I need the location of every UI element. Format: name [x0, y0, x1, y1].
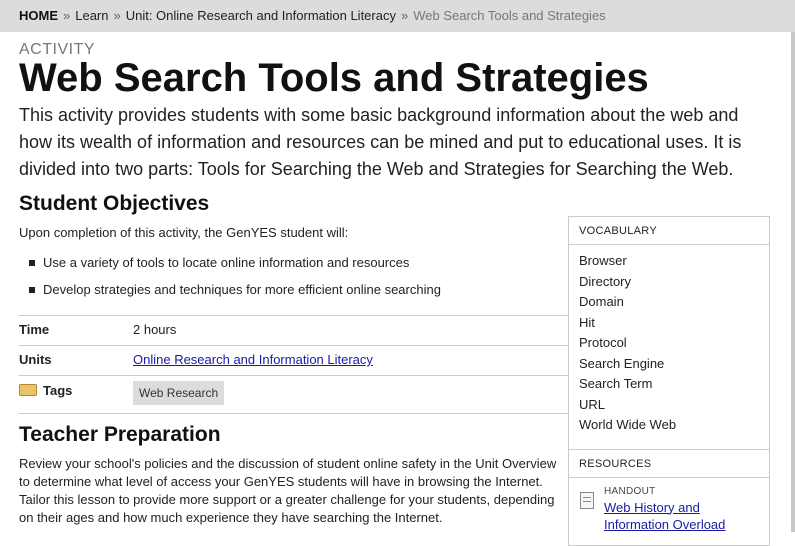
page-eyebrow: ACTIVITY: [19, 41, 96, 58]
meta-row-units: [19, 345, 568, 375]
resources-heading: RESOURCES: [569, 449, 769, 478]
teacher-prep-text: Review your school's policies and the discussion of student online safety in the Unit Overview to determine what level of access your GenYES students will have in browsing the Internet. Tailor this lesson to provide more support or a greater challenge for your students, depending on their ages and how much experience they have searching the Internet.: [19, 456, 557, 525]
tag-chip[interactable]: Web Research: [133, 381, 224, 405]
meta-row-time: [19, 315, 568, 345]
breadcrumb-home-link[interactable]: HOME: [19, 8, 58, 23]
page-intro: This activity provides students with some basic background information about the web and how its wealth of information and resources can be mined and put to educational uses. It is divided into two parts: Tools for Searching the Web and Strategies for Searching the Web.: [19, 105, 742, 179]
page-title: Web Search Tools and Strategies: [19, 56, 649, 100]
breadcrumb-unit-link[interactable]: Unit: Online Research and Information Literacy: [125, 8, 396, 23]
page-scrollbar[interactable]: [791, 32, 795, 532]
tag-icon: [19, 384, 37, 396]
units-link[interactable]: Online Research and Information Literacy: [133, 352, 373, 367]
breadcrumb-learn-link[interactable]: Learn: [75, 8, 109, 23]
vocab-item: Protocol: [579, 335, 627, 350]
objectives-heading: Student Objectives: [19, 192, 210, 215]
tags-label: Tags: [43, 383, 73, 398]
vocab-item: Directory: [579, 273, 632, 289]
breadcrumb-separator: »: [113, 8, 121, 23]
vocab-item: Search Term: [579, 376, 653, 391]
vocab-item: Search Engine: [579, 355, 665, 371]
document-icon: [580, 492, 594, 509]
time-value: 2 hours: [133, 322, 177, 337]
sidebar: [568, 216, 770, 546]
vocabulary-list: [569, 245, 769, 436]
units-label: Units: [19, 352, 52, 367]
vocab-item: Browser: [579, 253, 627, 268]
vocab-item: Domain: [579, 294, 624, 309]
objective-item: Use a variety of tools to locate online information and resources: [29, 255, 441, 282]
breadcrumb-current: Web Search Tools and Strategies: [413, 8, 606, 23]
handout-label: HANDOUT: [604, 485, 656, 497]
time-label: Time: [19, 322, 50, 337]
teacher-prep-heading: Teacher Preparation: [19, 423, 221, 446]
objectives-list: [29, 255, 441, 309]
vocabulary-heading: VOCABULARY: [569, 217, 769, 245]
meta-row-tags: [19, 375, 568, 414]
activity-meta: [19, 315, 568, 414]
breadcrumb-separator: »: [63, 8, 71, 23]
objective-item: Develop strategies and techniques for more efficient online searching: [29, 282, 441, 309]
vocab-item: Hit: [579, 314, 595, 330]
handout-link[interactable]: Web History and Information Overload: [604, 499, 726, 532]
vocab-item: URL: [579, 396, 606, 412]
handout-resource: [569, 478, 769, 533]
breadcrumb: [0, 0, 795, 32]
breadcrumb-separator: »: [400, 8, 409, 23]
vocab-item: World Wide Web: [579, 417, 677, 432]
objectives-lead: Upon completion of this activity, the GenYES student will:: [19, 225, 349, 240]
